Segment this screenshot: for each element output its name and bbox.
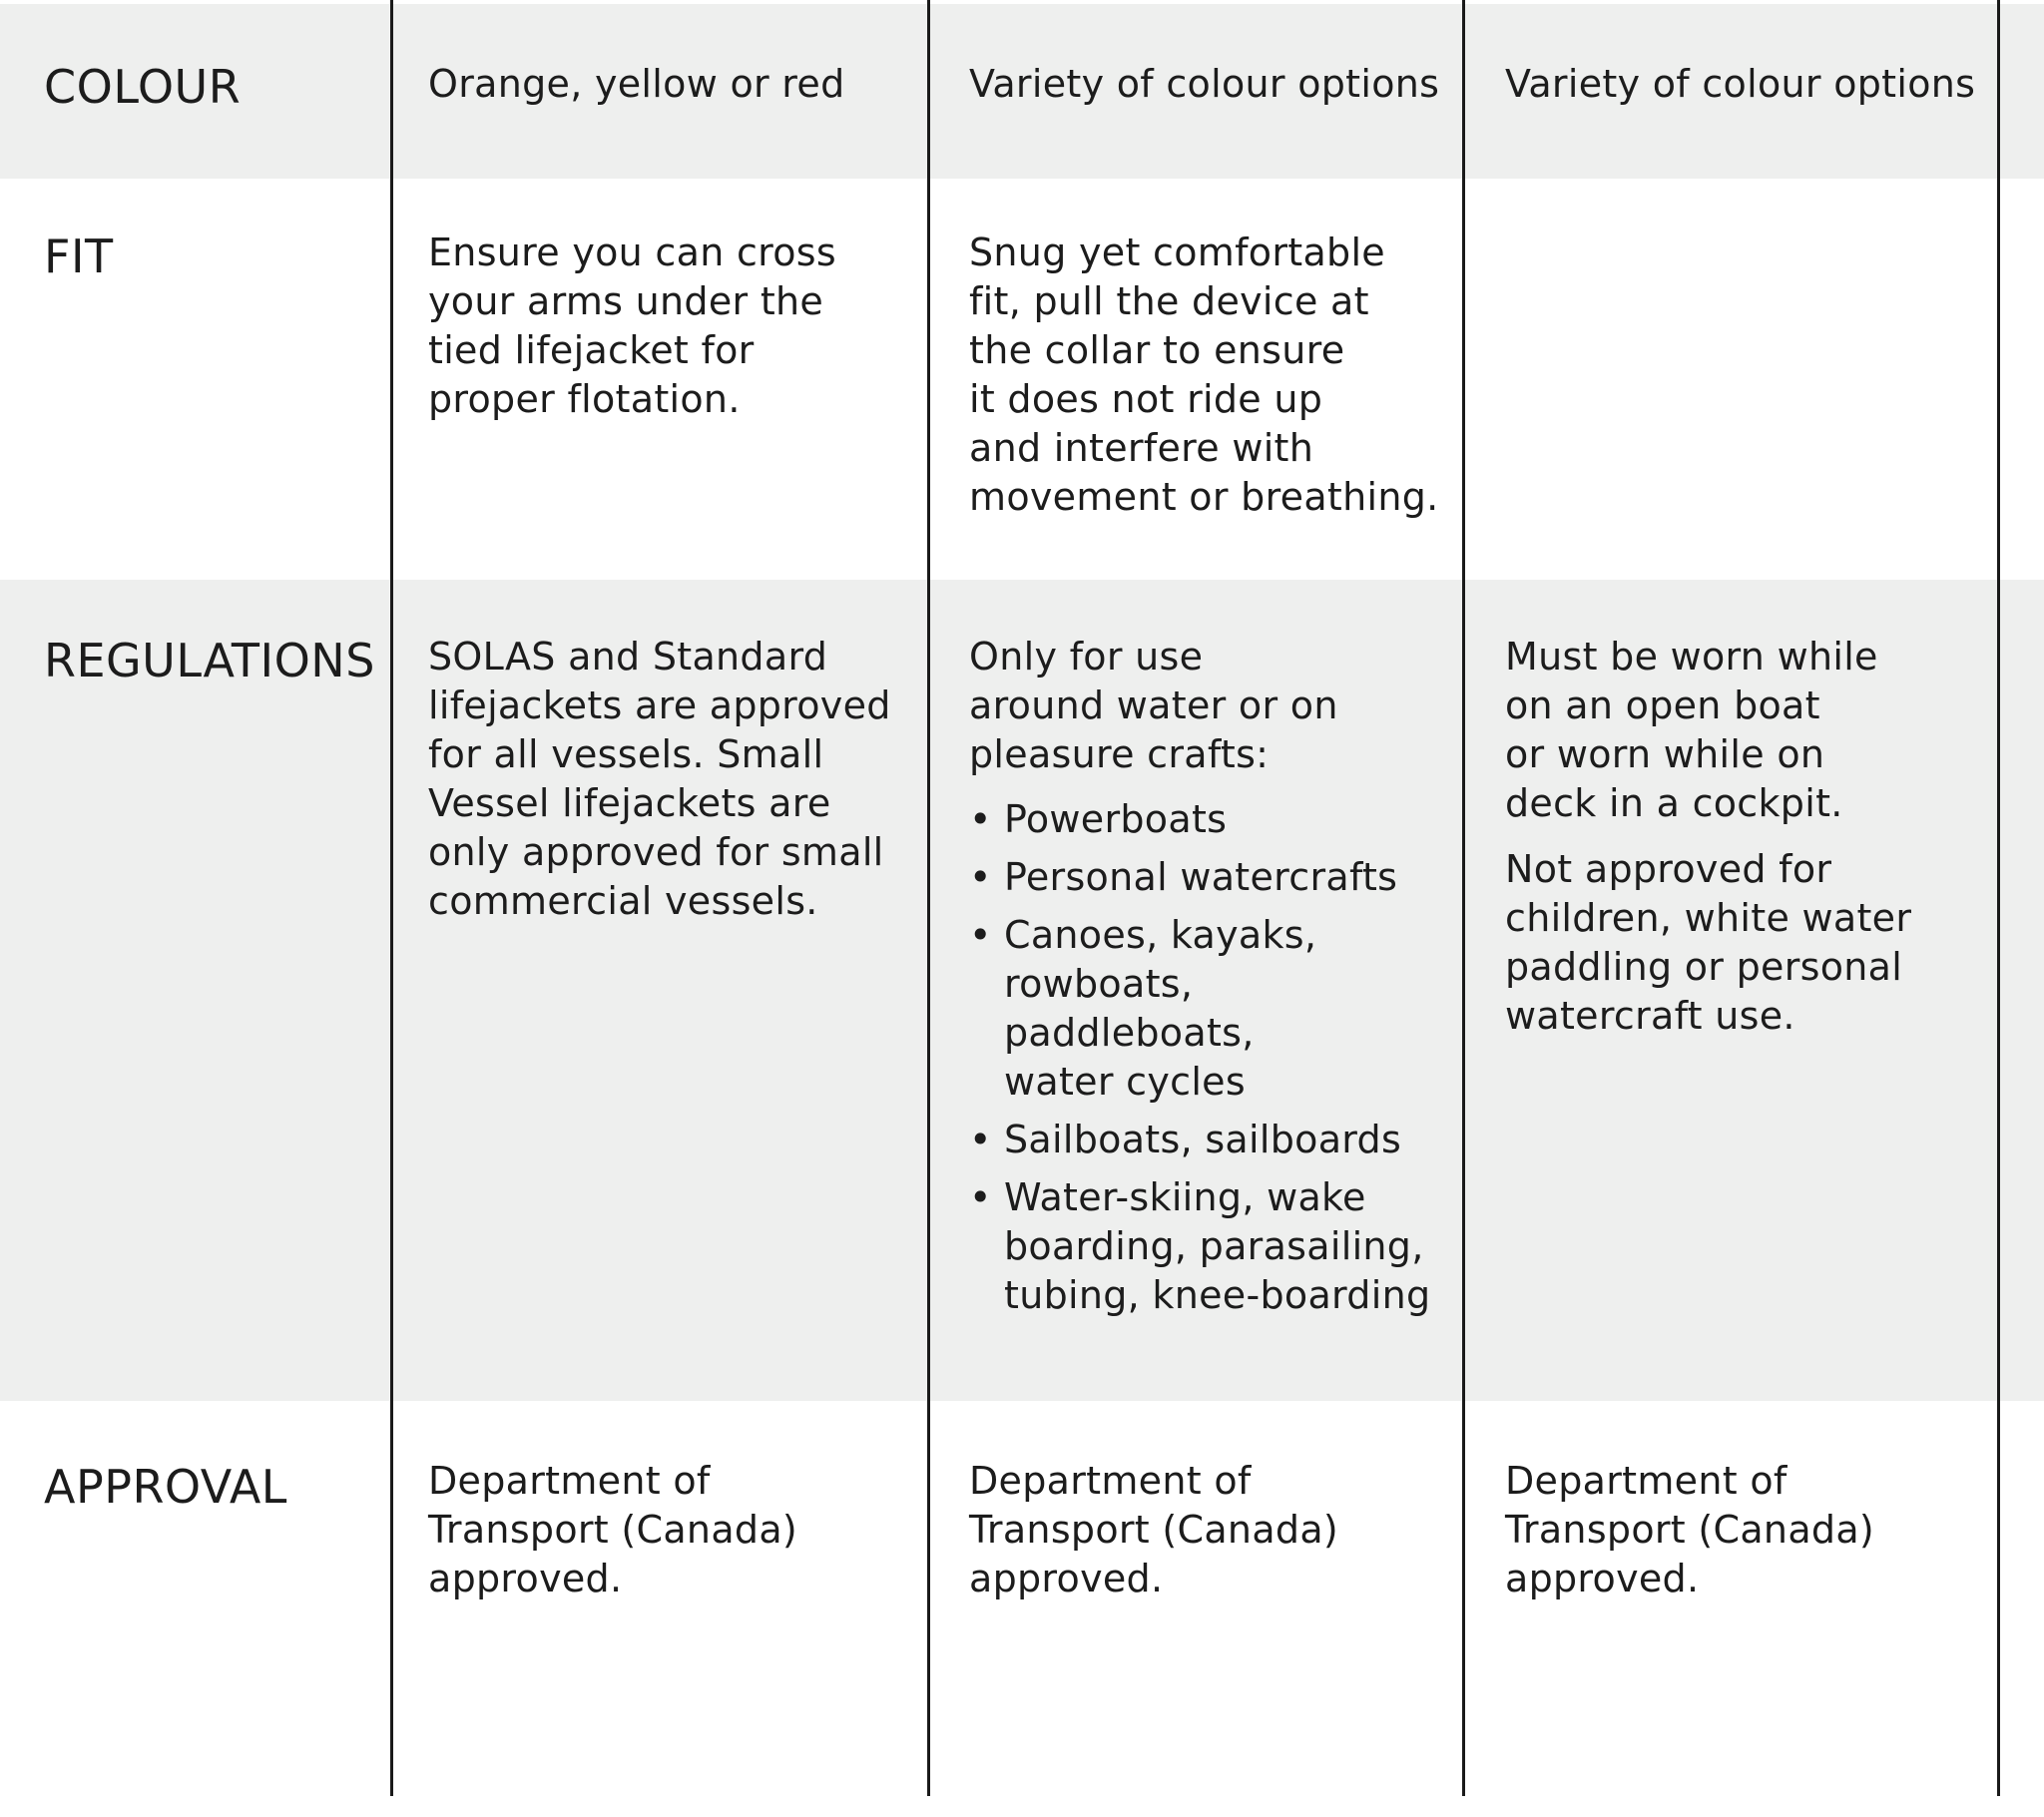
text-line: water cycles bbox=[1004, 1060, 1246, 1104]
text-line: Department of bbox=[428, 1459, 711, 1503]
list-item bbox=[969, 1173, 1430, 1320]
fit-cell-2 bbox=[969, 228, 1439, 522]
text-line: for all vessels. Small bbox=[428, 732, 824, 776]
text-line: deck in a cockpit. bbox=[1505, 781, 1843, 825]
text-line: approved. bbox=[969, 1557, 1164, 1600]
text-line: Sailboats, sailboards bbox=[1004, 1118, 1402, 1161]
text-line: lifejackets are approved bbox=[428, 683, 891, 727]
text-line: and interfere with bbox=[969, 426, 1314, 470]
text-line: Vessel lifejackets are bbox=[428, 781, 831, 825]
text-line: Department of bbox=[1505, 1459, 1788, 1503]
list-item bbox=[969, 1116, 1430, 1164]
text-line: Personal watercrafts bbox=[1004, 855, 1398, 899]
regulations-cell-1 bbox=[428, 633, 891, 926]
column-divider bbox=[927, 0, 930, 1796]
column-divider bbox=[1462, 0, 1465, 1796]
approval-cell-2 bbox=[969, 1457, 1338, 1603]
text-line: Powerboats bbox=[1004, 797, 1228, 841]
text-line: children, white water bbox=[1505, 896, 1912, 940]
text-line: Only for use bbox=[969, 635, 1204, 679]
bullet-icon: • bbox=[969, 1118, 992, 1161]
list-item bbox=[969, 795, 1430, 844]
text-line: approved. bbox=[428, 1557, 623, 1600]
text-line: paddleboats, bbox=[1004, 1011, 1255, 1055]
text-line: the collar to ensure bbox=[969, 328, 1345, 372]
bullet-icon: • bbox=[969, 855, 992, 899]
row-label-regulations: REGULATIONS bbox=[44, 634, 375, 687]
regulations-cell-2 bbox=[969, 633, 1430, 1329]
row-label-approval: APPROVAL bbox=[44, 1460, 287, 1514]
text-line: your arms under the bbox=[428, 279, 824, 323]
bullet-icon: • bbox=[969, 797, 992, 841]
table-row-approval bbox=[0, 1401, 2044, 1796]
table-row-fit bbox=[0, 179, 2044, 580]
regulations-cell-3 bbox=[1505, 633, 1911, 1041]
text-line: fit, pull the device at bbox=[969, 279, 1369, 323]
text-line: Ensure you can cross bbox=[428, 230, 836, 274]
text-line: Canoes, kayaks, bbox=[1004, 913, 1317, 957]
column-divider bbox=[390, 0, 393, 1796]
row-label-colour: COLOUR bbox=[44, 60, 242, 114]
text-line: it does not ride up bbox=[969, 377, 1323, 421]
text-line: SOLAS and Standard bbox=[428, 635, 828, 679]
text-line: tubing, knee-boarding bbox=[1004, 1273, 1431, 1317]
text-line: on an open boat bbox=[1505, 683, 1820, 727]
vessel-type-list bbox=[969, 795, 1430, 1320]
text-line: tied lifejacket for bbox=[428, 328, 755, 372]
text-line: Snug yet comfortable bbox=[969, 230, 1385, 274]
paragraph-gap bbox=[1505, 828, 1911, 845]
table-row-regulations bbox=[0, 580, 2044, 1401]
text-line: paddling or personal bbox=[1505, 945, 1903, 989]
text-line: movement or breathing. bbox=[969, 475, 1439, 519]
text-line: watercraft use. bbox=[1505, 994, 1795, 1038]
fit-cell-1 bbox=[428, 228, 836, 424]
colour-cell-1: Orange, yellow or red bbox=[428, 62, 845, 106]
column-divider bbox=[1997, 0, 2000, 1796]
text-line: Transport (Canada) bbox=[1505, 1508, 1875, 1552]
text-line: Not approved for bbox=[1505, 847, 1832, 891]
text-line: proper flotation. bbox=[428, 377, 741, 421]
bullet-icon: • bbox=[969, 913, 992, 957]
bullet-icon: • bbox=[969, 1175, 992, 1219]
text-line: Water-skiing, wake bbox=[1004, 1175, 1366, 1219]
text-line: around water or on bbox=[969, 683, 1338, 727]
text-line: commercial vessels. bbox=[428, 879, 818, 923]
text-line: boarding, parasailing, bbox=[1004, 1224, 1424, 1268]
text-line: Transport (Canada) bbox=[428, 1508, 798, 1552]
colour-cell-3: Variety of colour options bbox=[1505, 62, 1976, 106]
approval-cell-1 bbox=[428, 1457, 797, 1603]
text-line: rowboats, bbox=[1004, 962, 1194, 1006]
text-line: approved. bbox=[1505, 1557, 1700, 1600]
text-line: only approved for small bbox=[428, 830, 884, 874]
text-line: Department of bbox=[969, 1459, 1252, 1503]
table-row-colour bbox=[0, 4, 2044, 179]
text-line: Transport (Canada) bbox=[969, 1508, 1339, 1552]
list-item bbox=[969, 853, 1430, 902]
text-line: or worn while on bbox=[1505, 732, 1825, 776]
text-line: pleasure crafts: bbox=[969, 732, 1270, 776]
approval-cell-3 bbox=[1505, 1457, 1874, 1603]
list-item bbox=[969, 911, 1430, 1107]
text-line: Must be worn while bbox=[1505, 635, 1878, 679]
colour-cell-2: Variety of colour options bbox=[969, 62, 1440, 106]
row-label-fit: FIT bbox=[44, 229, 114, 283]
